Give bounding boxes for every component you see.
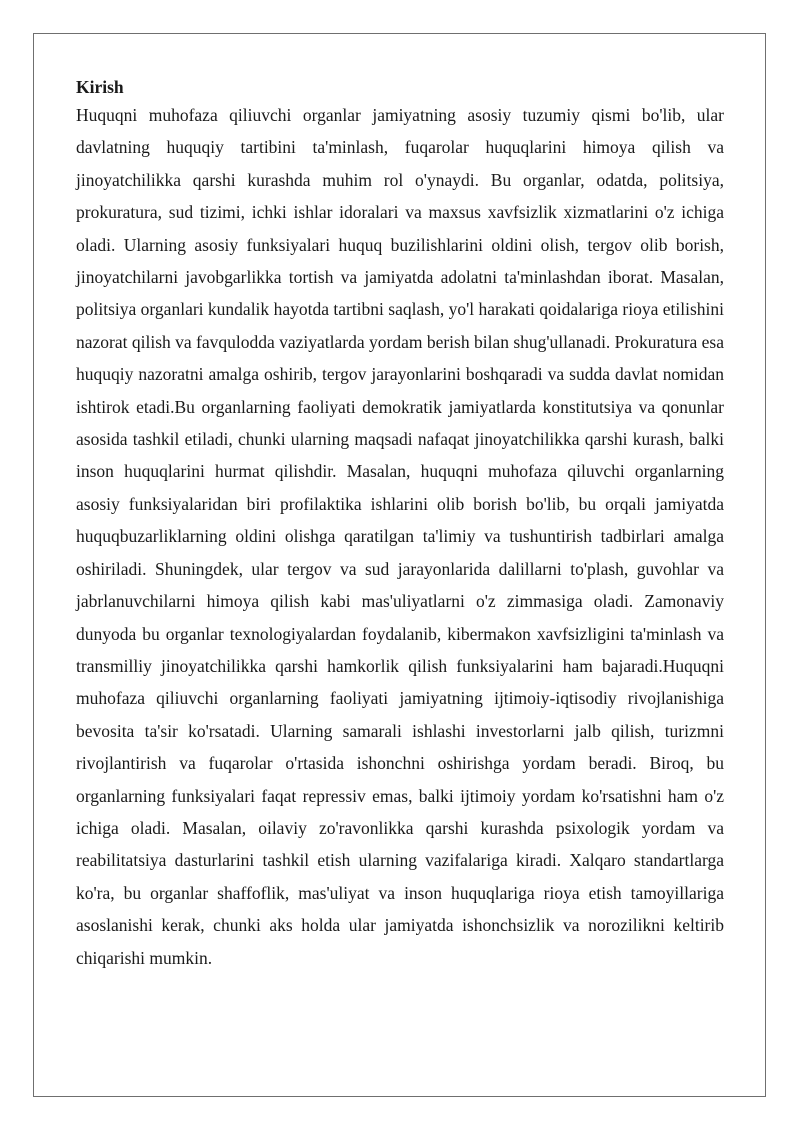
document-body bbox=[76, 75, 724, 974]
section-heading: Kirish bbox=[76, 77, 124, 97]
body-paragraph: Huquqni muhofaza qiliuvchi organlar jamiyatning asosiy tuzumiy qismi bo'lib, ular davlatning huquqiy tartibini ta'minlash, fuqarolar huquqlarini himoya qilish va jinoyatchilikka qarshi kurashda muhim rol o'ynaydi. Bu organlar, odatda, politsiya, prokuratura, sud tizimi, ichki ishlar idoralari va maxsus xavfsizlik xizmatlarini o'z ichiga oladi. Ularning asosiy funksiyalari huquq buzilishlarini oldini olish, tergov olib borish, jinoyatchilarni javobgarlikka tortish va jamiyatda adolatni ta'minlashdan iborat. Masalan, politsiya organlari kundalik hayotda tartibni saqlash, yo'l harakati qoidalariga rioya etilishini nazorat qilish va favqulodda vaziyatlarda yordam berish bilan shug'ullanadi. Prokuratura esa huquqiy nazoratni amalga oshirib, tergov jarayonlarini boshqaradi va sudda davlat nomidan ishtirok etadi.Bu organlarning faoliyati demokratik jamiyatlarda konstitutsiya va qonunlar asosida tashkil etiladi, chunki ularning maqsadi nafaqat jinoyatchilikka qarshi kurash, balki inson huquqlarini hurmat qilishdir. Masalan, huquqni muhofaza qiluvchi organlarning asosiy funksiyalaridan biri profilaktika ishlarini olib borish bo'lib, bu orqali jamiyatda huquqbuzarliklarning oldini olishga qaratilgan ta'limiy va tushuntirish tadbirlari amalga oshiriladi. Shuningdek, ular tergov va sud jarayonlarida dalillarni to'plash, guvohlar va jabrlanuvchilarni himoya qilish kabi mas'uliyatlarni o'z zimmasiga oladi. Zamonaviy dunyoda bu organlar texnologiyalardan foydalanib, kibermakon xavfsizligini ta'minlash va transmilliy jinoyatchilikka qarshi hamkorlik qilish funksiyalarini ham bajaradi.Huquqni muhofaza qiliuvchi organlarning faoliyati jamiyatning ijtimoiy-iqtisodiy rivojlanishiga bevosita ta'sir ko'rsatadi. Ularning samarali ishlashi investorlarni jalb qilish, turizmni rivojlantirish va fuqarolar o'rtasida ishonchni oshirishga yordam beradi. Biroq, bu organlarning funksiyalari faqat repressiv emas, balki ijtimoiy yordam ko'rsatishni ham o'z ichiga oladi. Masalan, oilaviy zo'ravonlikka qarshi kurashda psixologik yordam va reabilitatsiya dasturlarini tashkil etish ularning vazifalariga kiradi. Xalqaro standartlarga ko'ra, bu organlar shaffoflik, mas'uliyat va inson huquqlariga rioya etish tamoyillariga asoslanishi kerak, chunki aks holda ular jamiyatda ishonchsizlik va norozilikni keltirib chiqarishi mumkin. bbox=[76, 105, 725, 968]
